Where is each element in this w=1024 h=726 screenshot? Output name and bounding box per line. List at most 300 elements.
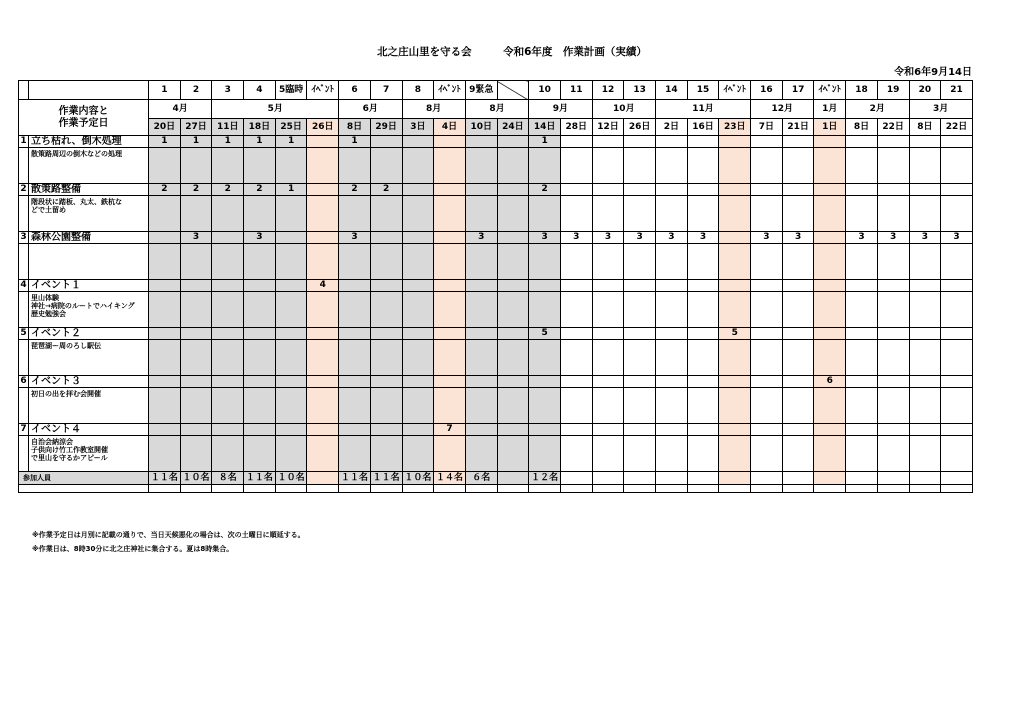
schedule-cell <box>307 184 339 196</box>
day-header: 8日 <box>909 119 941 136</box>
schedule-detail-cell <box>212 340 244 376</box>
schedule-cell <box>909 136 941 148</box>
task-description: 琵琶湖ー周のろし駅伝 <box>29 340 149 376</box>
schedule-detail-cell <box>529 292 561 328</box>
column-number: 16 <box>751 81 783 100</box>
schedule-cell <box>149 328 181 340</box>
schedule-detail-cell <box>370 196 402 232</box>
schedule-detail-cell <box>529 196 561 232</box>
schedule-cell <box>497 280 529 292</box>
schedule-cell <box>529 280 561 292</box>
schedule-detail-cell <box>244 292 276 328</box>
day-header: 18日 <box>244 119 276 136</box>
schedule-detail-cell <box>656 148 688 184</box>
schedule-cell <box>941 184 973 196</box>
task-title: 森林公園整備 <box>29 232 149 244</box>
schedule-cell <box>877 280 909 292</box>
schedule-cell: 3 <box>529 232 561 244</box>
schedule-cell <box>370 136 402 148</box>
day-header: 8日 <box>339 119 371 136</box>
schedule-cell <box>434 376 466 388</box>
schedule-cell <box>402 184 434 196</box>
schedule-cell <box>339 328 371 340</box>
schedule-cell <box>212 376 244 388</box>
schedule-cell <box>244 280 276 292</box>
schedule-cell <box>307 232 339 244</box>
schedule-cell <box>465 280 497 292</box>
schedule-cell <box>592 376 624 388</box>
schedule-cell: 3 <box>592 232 624 244</box>
schedule-cell: 3 <box>941 232 973 244</box>
schedule-cell <box>434 328 466 340</box>
schedule-cell <box>275 376 307 388</box>
blank-cell <box>909 485 941 493</box>
schedule-detail-cell <box>402 196 434 232</box>
schedule-cell <box>560 136 592 148</box>
schedule-cell <box>719 424 751 436</box>
schedule-cell <box>941 280 973 292</box>
schedule-cell <box>529 376 561 388</box>
schedule-detail-cell <box>180 388 212 424</box>
schedule-detail-cell <box>244 436 276 472</box>
schedule-cell: 5 <box>529 328 561 340</box>
schedule-cell: 1 <box>275 184 307 196</box>
schedule-detail-cell <box>339 292 371 328</box>
day-header: 20日 <box>149 119 181 136</box>
column-number: 10 <box>529 81 561 100</box>
schedule-detail-cell <box>307 340 339 376</box>
schedule-detail-cell <box>814 244 846 280</box>
schedule-cell <box>751 376 783 388</box>
schedule-detail-cell <box>244 340 276 376</box>
schedule-detail-cell <box>497 148 529 184</box>
blank-cell <box>19 485 149 493</box>
schedule-cell <box>465 376 497 388</box>
schedule-detail-cell <box>592 196 624 232</box>
schedule-detail-cell <box>687 340 719 376</box>
column-number: 13 <box>624 81 656 100</box>
schedule-detail-cell <box>624 388 656 424</box>
schedule-detail-cell <box>909 388 941 424</box>
schedule-detail-cell <box>814 148 846 184</box>
schedule-cell <box>877 328 909 340</box>
schedule-detail-cell <box>339 196 371 232</box>
schedule-detail-cell <box>370 340 402 376</box>
day-header: 22日 <box>941 119 973 136</box>
column-number: ｲﾍﾞﾝﾄ <box>814 81 846 100</box>
schedule-detail-cell <box>687 292 719 328</box>
schedule-detail-cell <box>275 196 307 232</box>
schedule-cell <box>180 424 212 436</box>
month-header: 2月 <box>846 100 909 119</box>
footnote-1: ※作業予定日は月別に記載の通りで、当日天候悪化の場合は、次の土曜日に順延する。 <box>32 531 305 539</box>
schedule-cell <box>592 136 624 148</box>
schedule-detail-cell <box>877 340 909 376</box>
schedule-detail-cell <box>719 436 751 472</box>
schedule-cell <box>275 280 307 292</box>
participant-count <box>592 472 624 485</box>
schedule-cell <box>751 424 783 436</box>
schedule-cell: 1 <box>339 136 371 148</box>
schedule-detail-cell <box>782 196 814 232</box>
schedule-detail-cell <box>465 436 497 472</box>
schedule-cell: 2 <box>244 184 276 196</box>
schedule-detail-cell <box>465 340 497 376</box>
schedule-cell <box>687 280 719 292</box>
schedule-cell <box>656 280 688 292</box>
column-number: 2 <box>180 81 212 100</box>
schedule-detail-cell <box>307 148 339 184</box>
schedule-detail-cell <box>909 244 941 280</box>
schedule-detail-cell <box>339 148 371 184</box>
participant-count: １１名 <box>149 472 181 485</box>
schedule-detail-cell <box>751 436 783 472</box>
schedule-cell <box>846 424 878 436</box>
schedule-cell <box>877 184 909 196</box>
participant-count <box>941 472 973 485</box>
schedule-cell <box>465 136 497 148</box>
schedule-cell <box>846 328 878 340</box>
schedule-detail-cell <box>434 340 466 376</box>
schedule-cell <box>212 328 244 340</box>
schedule-cell <box>307 136 339 148</box>
schedule-cell <box>624 328 656 340</box>
schedule-cell <box>465 184 497 196</box>
schedule-detail-cell <box>529 388 561 424</box>
schedule-detail-cell <box>941 244 973 280</box>
day-header: 23日 <box>719 119 751 136</box>
schedule-cell <box>307 424 339 436</box>
task-description <box>29 244 149 280</box>
schedule-detail-cell <box>846 292 878 328</box>
schedule-cell <box>624 280 656 292</box>
schedule-detail-cell <box>402 436 434 472</box>
schedule-detail-cell <box>592 436 624 472</box>
day-header: 3日 <box>402 119 434 136</box>
schedule-detail-cell <box>592 292 624 328</box>
schedule-cell <box>275 424 307 436</box>
schedule-cell: 2 <box>149 184 181 196</box>
schedule-detail-cell <box>497 196 529 232</box>
schedule-detail-cell <box>497 388 529 424</box>
schedule-cell <box>782 376 814 388</box>
schedule-detail-cell <box>402 292 434 328</box>
schedule-cell <box>560 328 592 340</box>
task-number: 4 <box>20 280 27 290</box>
month-header: 1月 <box>814 100 846 119</box>
task-number-spacer <box>19 292 29 328</box>
blank-cell <box>307 485 339 493</box>
schedule-detail-cell <box>307 244 339 280</box>
participant-count: １１名 <box>244 472 276 485</box>
blank-cell <box>339 485 371 493</box>
schedule-cell <box>402 232 434 244</box>
schedule-detail-cell <box>212 148 244 184</box>
schedule-cell <box>877 136 909 148</box>
blank-cell <box>244 485 276 493</box>
schedule-cell <box>719 280 751 292</box>
schedule-cell <box>560 424 592 436</box>
blank-cell <box>180 485 212 493</box>
blank-cell <box>751 485 783 493</box>
schedule-cell: 3 <box>877 232 909 244</box>
schedule-detail-cell <box>877 148 909 184</box>
schedule-cell <box>592 280 624 292</box>
schedule-cell: 2 <box>180 184 212 196</box>
schedule-detail-cell <box>846 196 878 232</box>
task-title: イベント１ <box>29 280 149 292</box>
blank-cell <box>877 485 909 493</box>
schedule-cell: 1 <box>212 136 244 148</box>
schedule-cell <box>782 280 814 292</box>
day-header: 21日 <box>782 119 814 136</box>
task-number-spacer <box>19 148 29 184</box>
blank-cell <box>941 485 973 493</box>
schedule-cell <box>782 424 814 436</box>
schedule-cell <box>434 280 466 292</box>
day-header: 25日 <box>275 119 307 136</box>
schedule-detail-cell <box>339 340 371 376</box>
schedule-detail-cell <box>529 244 561 280</box>
blank-cell <box>846 485 878 493</box>
task-number: 3 <box>20 232 27 242</box>
schedule-cell <box>656 424 688 436</box>
schedule-detail-cell <box>465 196 497 232</box>
schedule-detail-cell <box>814 436 846 472</box>
participant-count: １１名 <box>339 472 371 485</box>
corner-cell <box>19 81 29 100</box>
schedule-detail-cell <box>941 340 973 376</box>
month-header: 12月 <box>751 100 814 119</box>
schedule-detail-cell <box>370 148 402 184</box>
schedule-cell <box>687 376 719 388</box>
schedule-detail-cell <box>782 244 814 280</box>
schedule-detail-cell <box>275 148 307 184</box>
schedule-cell: 3 <box>782 232 814 244</box>
schedule-cell <box>782 184 814 196</box>
schedule-detail-cell <box>275 292 307 328</box>
blank-cell <box>592 485 624 493</box>
participant-count <box>307 472 339 485</box>
schedule-detail-cell <box>370 388 402 424</box>
schedule-detail-cell <box>592 388 624 424</box>
schedule-cell: 3 <box>560 232 592 244</box>
schedule-detail-cell <box>370 292 402 328</box>
schedule-detail-cell <box>497 340 529 376</box>
month-header: 5月 <box>212 100 339 119</box>
schedule-detail-cell <box>244 244 276 280</box>
day-header: 12日 <box>592 119 624 136</box>
schedule-detail-cell <box>529 340 561 376</box>
schedule-detail-cell <box>497 292 529 328</box>
schedule-cell <box>814 232 846 244</box>
schedule-cell <box>687 136 719 148</box>
task-header-label <box>19 100 149 136</box>
schedule-detail-cell <box>149 388 181 424</box>
schedule-detail-cell <box>307 388 339 424</box>
schedule-detail-cell <box>434 388 466 424</box>
participants-label: 参加人員 <box>19 472 149 485</box>
schedule-detail-cell <box>434 244 466 280</box>
column-number: ｲﾍﾞﾝﾄ <box>307 81 339 100</box>
schedule-detail-cell <box>529 436 561 472</box>
schedule-detail-cell <box>560 436 592 472</box>
schedule-detail-cell <box>180 196 212 232</box>
schedule-detail-cell <box>212 244 244 280</box>
participant-count <box>719 472 751 485</box>
day-header: 26日 <box>624 119 656 136</box>
task-number: 2 <box>20 184 27 194</box>
participant-count <box>846 472 878 485</box>
schedule-cell <box>846 280 878 292</box>
schedule-cell <box>434 184 466 196</box>
schedule-detail-cell <box>180 340 212 376</box>
column-number: 9緊急 <box>465 81 497 100</box>
participant-count: １０名 <box>275 472 307 485</box>
schedule-cell <box>212 280 244 292</box>
schedule-detail-cell <box>624 340 656 376</box>
schedule-detail-cell <box>909 340 941 376</box>
column-number: 6 <box>339 81 371 100</box>
schedule-cell <box>941 136 973 148</box>
schedule-detail-cell <box>846 244 878 280</box>
schedule-cell <box>212 424 244 436</box>
schedule-cell <box>560 184 592 196</box>
schedule-detail-cell <box>275 388 307 424</box>
schedule-detail-cell <box>212 292 244 328</box>
schedule-cell <box>275 232 307 244</box>
day-header: 27日 <box>180 119 212 136</box>
participant-count <box>814 472 846 485</box>
schedule-detail-cell <box>687 388 719 424</box>
schedule-cell <box>465 328 497 340</box>
participant-count: ６名 <box>465 472 497 485</box>
day-header: 1日 <box>814 119 846 136</box>
schedule-detail-cell <box>275 244 307 280</box>
schedule-detail-cell <box>624 244 656 280</box>
schedule-cell <box>687 424 719 436</box>
column-number: ｲﾍﾞﾝﾄ <box>434 81 466 100</box>
schedule-detail-cell <box>814 292 846 328</box>
participant-count: １２名 <box>529 472 561 485</box>
participant-count <box>560 472 592 485</box>
schedule-detail-cell <box>782 340 814 376</box>
schedule-detail-cell <box>402 340 434 376</box>
schedule-cell: 4 <box>307 280 339 292</box>
schedule-cell <box>149 376 181 388</box>
schedule-cell <box>656 376 688 388</box>
participant-count <box>877 472 909 485</box>
participant-count <box>909 472 941 485</box>
column-number: 20 <box>909 81 941 100</box>
blank-cell <box>465 485 497 493</box>
schedule-cell <box>497 376 529 388</box>
schedule-cell <box>149 424 181 436</box>
schedule-detail-cell <box>180 436 212 472</box>
schedule-detail-cell <box>687 196 719 232</box>
column-number: 19 <box>877 81 909 100</box>
schedule-cell <box>624 184 656 196</box>
task-number-spacer <box>19 196 29 232</box>
participant-count: ８名 <box>212 472 244 485</box>
schedule-cell <box>370 376 402 388</box>
schedule-cell <box>751 280 783 292</box>
schedule-detail-cell <box>307 436 339 472</box>
column-number: 18 <box>846 81 878 100</box>
schedule-detail-cell <box>846 148 878 184</box>
day-header: 2日 <box>656 119 688 136</box>
task-description: 初日の出を拝む会開催 <box>29 388 149 424</box>
task-title: 散策路整備 <box>29 184 149 196</box>
schedule-cell <box>782 136 814 148</box>
schedule-detail-cell <box>370 244 402 280</box>
schedule-cell: 2 <box>339 184 371 196</box>
schedule-cell <box>814 184 846 196</box>
schedule-cell <box>624 136 656 148</box>
schedule-cell <box>497 184 529 196</box>
schedule-detail-cell <box>592 148 624 184</box>
task-number: 6 <box>20 376 27 386</box>
schedule-detail-cell <box>212 436 244 472</box>
schedule-detail-cell <box>339 436 371 472</box>
blank-cell <box>275 485 307 493</box>
schedule-cell <box>307 376 339 388</box>
participant-count <box>656 472 688 485</box>
schedule-detail-cell <box>212 388 244 424</box>
schedule-cell <box>370 280 402 292</box>
schedule-detail-cell <box>941 148 973 184</box>
blank-cell <box>814 485 846 493</box>
column-number: 14 <box>656 81 688 100</box>
schedule-cell <box>624 424 656 436</box>
schedule-cell <box>687 184 719 196</box>
schedule-detail-cell <box>624 148 656 184</box>
schedule-cell <box>497 136 529 148</box>
schedule-detail-cell <box>624 436 656 472</box>
task-number: 5 <box>20 328 27 338</box>
schedule-cell <box>465 424 497 436</box>
schedule-detail-cell <box>434 148 466 184</box>
column-number: 1 <box>149 81 181 100</box>
schedule-detail-cell <box>909 292 941 328</box>
month-header: 9月 <box>529 100 592 119</box>
schedule-detail-cell <box>782 436 814 472</box>
schedule-cell <box>941 376 973 388</box>
schedule-detail-cell <box>941 436 973 472</box>
schedule-detail-cell <box>941 292 973 328</box>
schedule-detail-cell <box>465 148 497 184</box>
schedule-detail-cell <box>465 388 497 424</box>
schedule-cell: 1 <box>529 136 561 148</box>
day-header: 11日 <box>212 119 244 136</box>
schedule-detail-cell <box>149 196 181 232</box>
task-title: イベント４ <box>29 424 149 436</box>
schedule-detail-cell <box>149 148 181 184</box>
blank-cell <box>149 485 181 493</box>
schedule-detail-cell <box>624 292 656 328</box>
blank-cell <box>560 485 592 493</box>
schedule-cell <box>497 328 529 340</box>
task-header-text: 作業内容と 作業予定日 <box>58 105 109 129</box>
schedule-cell: 3 <box>846 232 878 244</box>
schedule-detail-cell <box>719 244 751 280</box>
schedule-detail-cell <box>497 244 529 280</box>
schedule-cell: 3 <box>687 232 719 244</box>
task-title: イベント２ <box>29 328 149 340</box>
schedule-cell <box>149 280 181 292</box>
corner-cell-2 <box>29 81 149 100</box>
schedule-detail-cell <box>244 388 276 424</box>
